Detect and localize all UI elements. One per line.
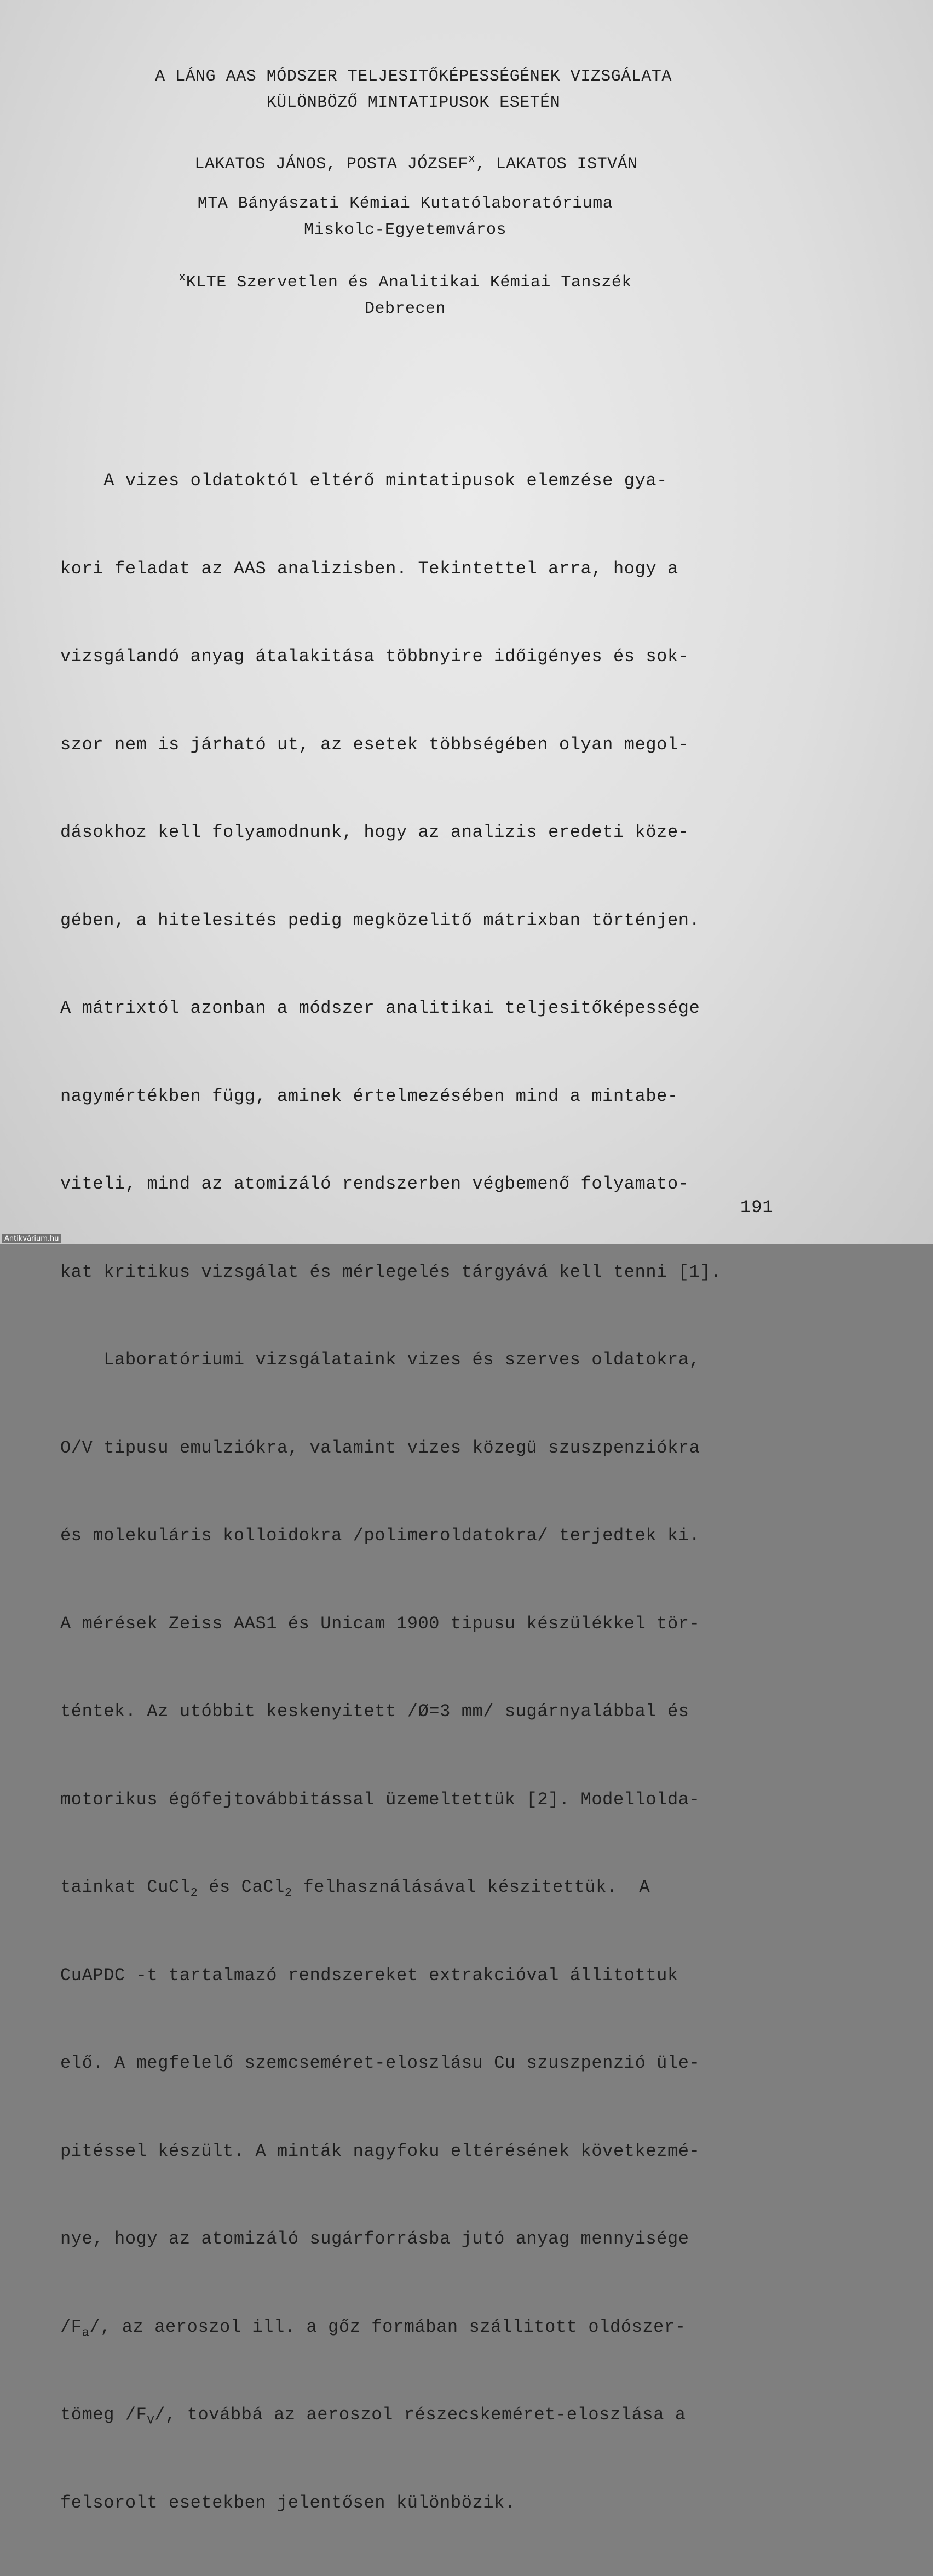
affiliation-secondary-name: KLTE Szervetlen és Analitikai Kémiai Tanszék xyxy=(186,273,632,292)
formula-text: /, az aeroszol ill. a gőz formában szállitott oldószer- xyxy=(89,2316,686,2337)
formula-text: tömeg /F xyxy=(60,2405,147,2425)
body-line: motorikus égőfejtovábbitással üzemeltettük [2]. Modelloldа- xyxy=(60,1789,700,1810)
title-line-1: A LÁNG AAS MÓDSZER TELJESITŐKÉPESSÉGÉNEK VIZSGÁLATA xyxy=(155,67,672,86)
formula-text: /F xyxy=(60,2316,82,2337)
body-text xyxy=(60,408,794,2576)
affiliation-secondary-city: Debrecen xyxy=(364,300,446,318)
body-line: viteli, mind az atomizáló rendszerben végbemenő folyamato- xyxy=(60,1174,689,1194)
body-line: nagymértékben függ, aminek értelmezésében mind a mintabe- xyxy=(60,1086,678,1106)
subscript: V xyxy=(147,2413,155,2428)
formula-text: /, továbbá az aeroszol részecskeméret-eloszlása a xyxy=(154,2405,686,2425)
affiliation-primary xyxy=(131,191,679,243)
body-line: szor nem is járható ut, az esetek többségében olyan megol- xyxy=(60,734,689,755)
affiliation-secondary xyxy=(115,269,695,322)
author-footnote-marker: x xyxy=(468,152,476,166)
body-line: gében, a hitelesités pedig megközelitő mátrixban történjen. xyxy=(60,910,700,931)
body-line: O/V tipusu emulziókra, valamint vizes közegü szuszpenziókra xyxy=(60,1437,700,1458)
affiliation-primary-name: MTA Bányászati Kémiai Kutatólaboratóriuma xyxy=(197,194,613,213)
body-line: pitéssel készült. A minták nagyfoku eltérésének következmé- xyxy=(60,2141,700,2161)
affiliation-footnote-marker: x xyxy=(178,271,186,284)
body-line: elő. A megfelelő szemcseméret-eloszlásu Cu szuszpenzió üle- xyxy=(60,2053,700,2073)
watermark-logo: Antikvárium.hu xyxy=(2,1234,61,1243)
body-line: felsorolt esetekben jelentősen különbözik. xyxy=(60,2492,516,2513)
paper-title xyxy=(96,64,731,116)
body-line: CuAPDC -t tartalmazó rendszereket extrakcióval állitottuk xyxy=(60,1965,678,1986)
author-list xyxy=(142,151,690,177)
body-line-with-subscript xyxy=(60,2400,794,2430)
body-line: téntek. Az utóbbit keskenyitett /Ø=3 mm/ sugárnyalábbal és xyxy=(60,1701,689,1722)
body-line: kori feladat az AAS analizisben. Tekintettel arra, hogy a xyxy=(60,558,678,579)
body-line: Laboratóriumi vizsgálataink vizes és szerves oldatokra, xyxy=(60,1350,700,1370)
body-line: dásokhoz kell folyamodnunk, hogy az analizis eredeti köze- xyxy=(60,822,689,842)
subscript: 2 xyxy=(190,1886,198,1900)
affiliation-primary-city: Miskolc-Egyetemváros xyxy=(303,221,507,239)
formula-text: felhasználásával készitettük. A xyxy=(292,1877,650,1897)
body-line: A vizes oldatoktól eltérő mintatipusok elemzése gya- xyxy=(60,471,667,491)
body-line: A mérések Zeiss AAS1 és Unicam 1900 tipusu készülékkel tör- xyxy=(60,1613,700,1634)
body-line-with-formulas xyxy=(60,1873,794,1902)
formula-text: és CaCl xyxy=(198,1877,285,1897)
title-line-2: KÜLÖNBÖZŐ MINTATIPUSOK ESETÉN xyxy=(266,94,561,112)
body-line-with-subscript xyxy=(60,2313,794,2342)
body-line: A mátrixtól azonban a módszer analitikai teljesitőképessége xyxy=(60,998,700,1018)
body-line: kat kritikus vizsgálat és mérlegelés tárgyává kell tenni [1]. xyxy=(60,1261,722,1282)
subscript: a xyxy=(82,2325,90,2339)
authors-part-2: , LAKATOS ISTVÁN xyxy=(475,155,638,174)
body-line: nye, hogy az atomizáló sugárforrásba jutó anyag mennyisége xyxy=(60,2229,689,2249)
body-line: vizsgálandó anyag átalakitása többnyire időigényes és sok- xyxy=(60,646,689,667)
authors-part-1: LAKATOS JÁNOS, POSTA JÓZSEF xyxy=(194,155,468,174)
formula-text: tainkat CuCl xyxy=(60,1877,191,1897)
subscript: 2 xyxy=(284,1886,292,1900)
body-line: és molekuláris kolloidokra /polimeroldatokra/ terjedtek ki. xyxy=(60,1525,700,1546)
page-number: 191 xyxy=(740,1197,774,1218)
